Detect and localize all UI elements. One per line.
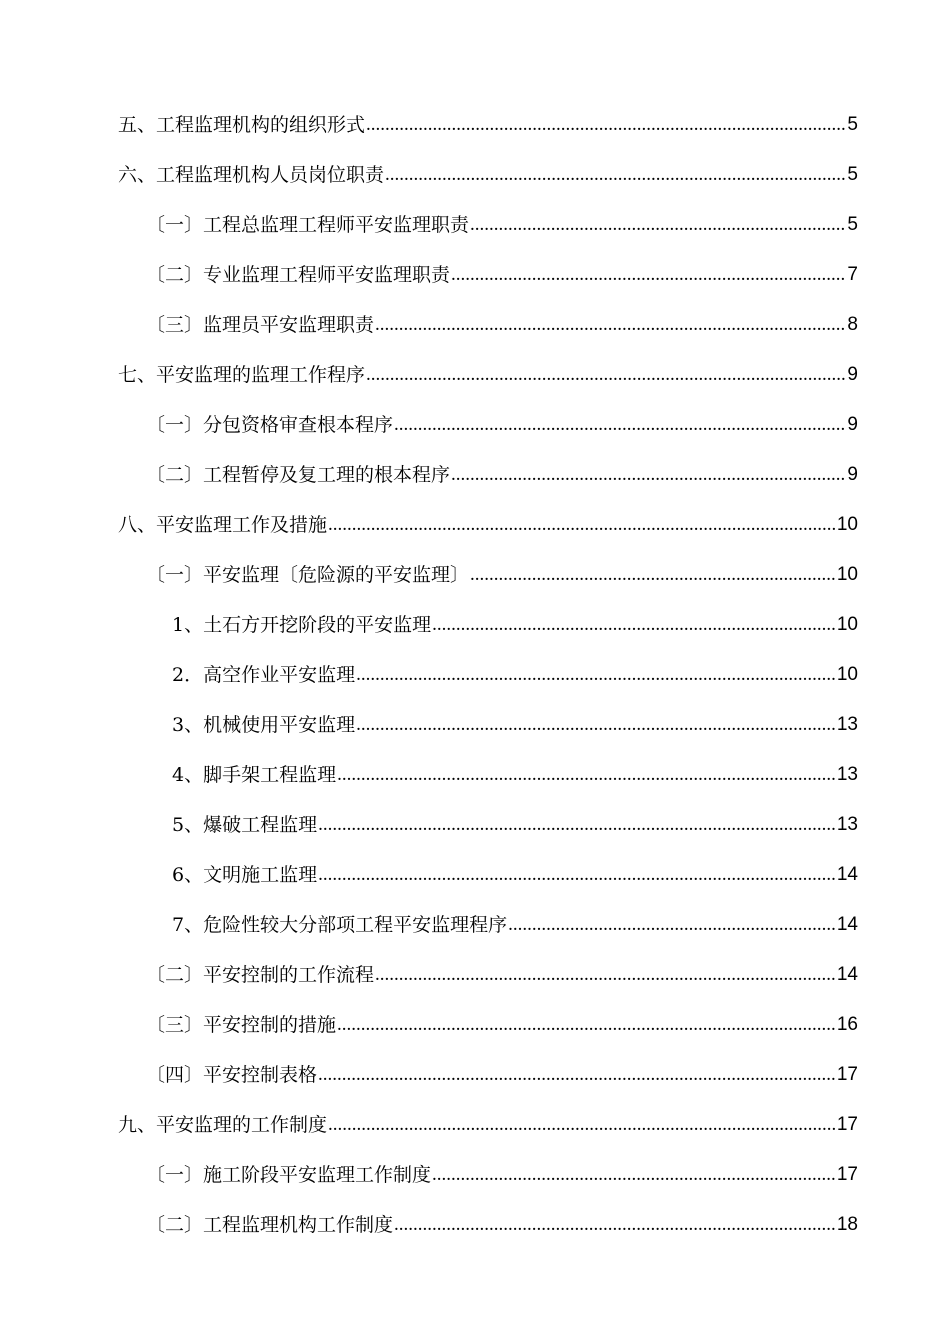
- toc-entry-page: 7: [847, 264, 858, 285]
- dot-leader: [451, 263, 846, 287]
- toc-entry-page: 18: [836, 1214, 858, 1235]
- toc-entry-page: 14: [836, 914, 858, 935]
- toc-entry[interactable]: [0, 450, 950, 500]
- toc-entry-title: 五、工程监理机构的组织形式: [118, 114, 366, 136]
- dot-leader: [366, 113, 846, 137]
- toc-entry[interactable]: [0, 150, 950, 200]
- toc-entry-page: 9: [847, 364, 858, 385]
- toc-entry[interactable]: [0, 250, 950, 300]
- dot-leader: [328, 513, 836, 537]
- dot-leader: [385, 163, 846, 187]
- dot-leader: [318, 863, 836, 887]
- toc-entry-title: 〔四〕平安控制表格: [146, 1064, 318, 1086]
- toc-entry-title: 〔一〕分包资格审查根本程序: [146, 414, 394, 436]
- toc-entry[interactable]: [0, 750, 950, 800]
- toc-entry-title: 六、工程监理机构人员岗位职责: [118, 164, 385, 186]
- toc-entry-page: 17: [836, 1114, 858, 1135]
- toc-entry-page: 13: [836, 814, 858, 835]
- toc-entry[interactable]: [0, 800, 950, 850]
- dot-leader: [470, 213, 846, 237]
- toc-entry[interactable]: [0, 1050, 950, 1100]
- toc-entry[interactable]: [0, 500, 950, 550]
- toc-entry-page: 14: [836, 964, 858, 985]
- dot-leader: [328, 1113, 836, 1137]
- toc-entry-title: 1、土石方开挖阶段的平安监理: [172, 614, 432, 636]
- toc-entry-title: 〔二〕工程暂停及复工理的根本程序: [146, 464, 451, 486]
- toc-entry[interactable]: [0, 300, 950, 350]
- toc-entry[interactable]: [0, 600, 950, 650]
- toc-entry-page: 14: [836, 864, 858, 885]
- toc-entry-title: 〔一〕平安监理〔危险源的平安监理〕: [146, 564, 470, 586]
- toc-entry-title: 2．高空作业平安监理: [172, 664, 356, 686]
- dot-leader: [356, 713, 836, 737]
- toc-entry-title: 5、爆破工程监理: [172, 814, 318, 836]
- toc-entry-page: 9: [847, 464, 858, 485]
- dot-leader: [375, 313, 846, 337]
- toc-entry[interactable]: [0, 1000, 950, 1050]
- dot-leader: [394, 1213, 836, 1237]
- dot-leader: [366, 363, 846, 387]
- toc-entry-page: 17: [836, 1064, 858, 1085]
- toc-entry-title: 七、平安监理的监理工作程序: [118, 364, 366, 386]
- toc-entry-page: 10: [836, 664, 858, 685]
- dot-leader: [337, 1013, 836, 1037]
- dot-leader: [508, 913, 836, 937]
- toc-entry-title: 九、平安监理的工作制度: [118, 1114, 328, 1136]
- toc-entry[interactable]: [0, 400, 950, 450]
- toc-entry-page: 5: [847, 214, 858, 235]
- toc-entry-page: 8: [847, 314, 858, 335]
- toc-entry[interactable]: [0, 700, 950, 750]
- toc-entry[interactable]: [0, 550, 950, 600]
- toc-entry-page: 13: [836, 714, 858, 735]
- toc-entry-title: 〔一〕工程总监理工程师平安监理职责: [146, 214, 470, 236]
- toc-entry[interactable]: [0, 1100, 950, 1150]
- dot-leader: [432, 1163, 836, 1187]
- toc-entry[interactable]: [0, 900, 950, 950]
- toc-entry-page: 5: [847, 164, 858, 185]
- toc-entry-title: 〔三〕平安控制的措施: [146, 1014, 337, 1036]
- dot-leader: [432, 613, 836, 637]
- dot-leader: [318, 1063, 836, 1087]
- toc-entry-page: 17: [836, 1164, 858, 1185]
- toc-entry-title: 〔三〕监理员平安监理职责: [146, 314, 375, 336]
- toc-entry-title: 〔一〕施工阶段平安监理工作制度: [146, 1164, 432, 1186]
- toc-entry-page: 16: [836, 1014, 858, 1035]
- toc-entry-page: 10: [836, 514, 858, 535]
- dot-leader: [337, 763, 836, 787]
- toc-entry[interactable]: [0, 650, 950, 700]
- toc-entry[interactable]: [0, 350, 950, 400]
- toc-entry[interactable]: [0, 1200, 950, 1250]
- toc-entry-title: 3、机械使用平安监理: [172, 714, 356, 736]
- toc-entry-title: 〔二〕专业监理工程师平安监理职责: [146, 264, 451, 286]
- toc-entry-title: 〔二〕工程监理机构工作制度: [146, 1214, 394, 1236]
- toc-entry[interactable]: [0, 850, 950, 900]
- dot-leader: [394, 413, 846, 437]
- toc-entry-title: 八、平安监理工作及措施: [118, 514, 328, 536]
- toc-entry[interactable]: [0, 100, 950, 150]
- toc-entry-page: 13: [836, 764, 858, 785]
- toc-entry-title: 〔二〕平安控制的工作流程: [146, 964, 375, 986]
- toc-entry-title: 4、脚手架工程监理: [172, 764, 337, 786]
- toc-entry-title: 6、文明施工监理: [172, 864, 318, 886]
- toc-entry[interactable]: [0, 950, 950, 1000]
- dot-leader: [451, 463, 846, 487]
- toc-entry-page: 10: [836, 614, 858, 635]
- dot-leader: [356, 663, 836, 687]
- toc-entry-page: 10: [836, 564, 858, 585]
- toc-entry[interactable]: [0, 1150, 950, 1200]
- dot-leader: [318, 813, 836, 837]
- toc-entry-page: 5: [847, 114, 858, 135]
- dot-leader: [470, 563, 836, 587]
- toc-entry-page: 9: [847, 414, 858, 435]
- dot-leader: [375, 963, 836, 987]
- toc-entry[interactable]: [0, 200, 950, 250]
- toc-entry-title: 7、危险性较大分部项工程平安监理程序: [172, 914, 508, 936]
